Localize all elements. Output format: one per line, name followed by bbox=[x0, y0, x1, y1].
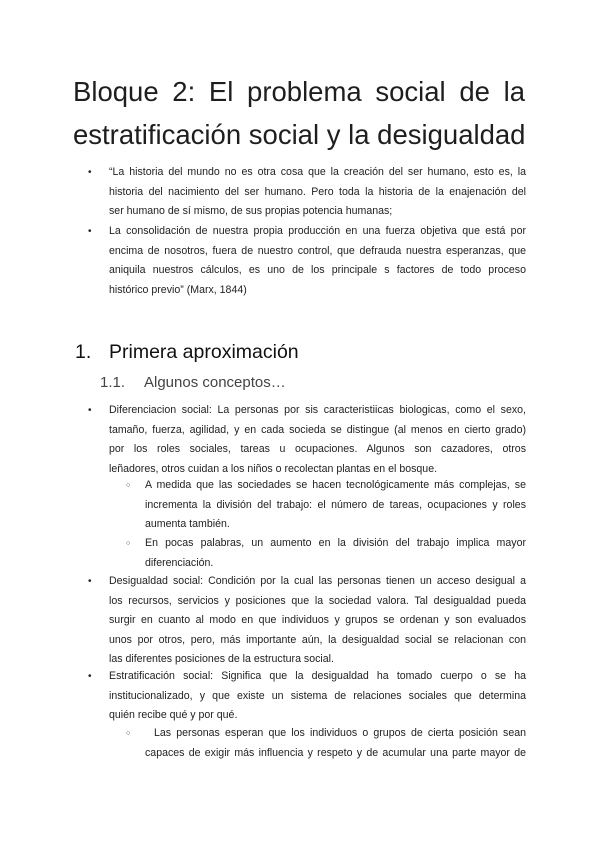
section-title: Primera aproximación bbox=[109, 341, 299, 363]
intro-bullet-2 bbox=[109, 222, 526, 300]
concept-sub-bullet bbox=[145, 724, 526, 763]
text-line: aniquila nuestros cálculos, es uno de los principale s factores de todo proceso bbox=[109, 264, 526, 277]
concept-bullet-desigualdad bbox=[109, 572, 526, 670]
text-line: institucionalizado, y que existe un sistema de relaciones sociales que determina bbox=[109, 689, 526, 702]
title-line-1: Bloque 2: El problema social de la bbox=[73, 76, 525, 107]
text-line: capaces de exigir más influencia y respeto y de acumular una parte mayor de bbox=[145, 746, 526, 759]
subsection-number: 1.1. bbox=[100, 374, 126, 391]
text-line: por los roles sociales, tareas u ocupaciones. Algunos son cazadores, otros bbox=[109, 443, 526, 456]
text-line: ser humano de sí mismo, de sus propias potencia humanas; bbox=[109, 205, 393, 218]
text-line: • La consolidación de nuestra propia producción en una fuerza objetiva que está por bbox=[109, 225, 526, 237]
text-line: diferenciación. bbox=[145, 556, 214, 569]
text-line: • Diferenciacion social: La personas por sis caracteristiicas biologicas, como el sexo, bbox=[109, 404, 526, 416]
section-heading-1 bbox=[75, 339, 299, 365]
text-line: • Desigualdad social: Condición por la cual las personas tienen un acceso desigual a bbox=[109, 575, 526, 587]
concept-sub-bullet bbox=[145, 476, 526, 535]
text-line: quién recibe qué y por qué. bbox=[109, 709, 238, 722]
text-line: unos por otros, pero, más importante aún, la desigualdad social se relacionan con bbox=[109, 633, 526, 646]
section-number: 1. bbox=[75, 341, 92, 363]
text-line: ○ A medida que las sociedades se hacen tecnológicamente más complejas, se bbox=[145, 479, 526, 491]
text-line: histórico previo” (Marx, 1844) bbox=[109, 283, 247, 296]
text-line: encima de nosotros, fuera de nuestro control, que defrauda nuestra esperanzas, que bbox=[109, 244, 526, 257]
text-line: ○ En pocas palabras, un aumento en la división del trabajo implica mayor bbox=[145, 537, 526, 549]
text-line: ○ Las personas esperan que los individuos o grupos de cierta posición sean bbox=[154, 727, 526, 739]
text-line: • “La historia del mundo no es otra cosa que la creación del ser humano, esto es, la bbox=[109, 166, 526, 178]
page-title bbox=[73, 70, 525, 156]
concept-bullet-estratificacion bbox=[109, 667, 526, 726]
text-line: • Estratificación social: Significa que la desigualdad ha tomado cuerpo o se ha bbox=[109, 670, 526, 682]
text-line: las diferentes posiciones de la estructura social. bbox=[109, 653, 334, 666]
subsection-title: Algunos conceptos… bbox=[144, 374, 286, 391]
text-line: surgir en cuanto al modo en que individuos y grupos se ordenan y son evaluados bbox=[109, 614, 526, 627]
intro-bullet-1 bbox=[109, 163, 526, 222]
title-line-2: estratificación social y la desigualdad bbox=[73, 119, 526, 150]
text-line: tamaño, fuerza, agilidad, y en cada socieda se distingue (al menos en cierto grado) bbox=[109, 423, 526, 436]
text-line: los recursos, servicios y posiciones que la sociedad valora. Tal desigualdad pueda bbox=[109, 594, 526, 607]
text-line: leñadores, otros cuidan a los niños o recolectan plantas en el bosque. bbox=[109, 462, 438, 475]
text-line: aumenta también. bbox=[145, 518, 230, 531]
text-line: incrementa la división del trabajo: el número de tareas, ocupaciones y roles bbox=[145, 498, 526, 511]
concept-sub-bullet bbox=[145, 534, 526, 573]
subsection-heading-1-1 bbox=[100, 372, 286, 394]
concept-bullet-diferenciacion bbox=[109, 401, 526, 479]
text-line: historia del nacimiento del ser humano. Pero toda la historia de la enajenación del bbox=[109, 185, 526, 198]
